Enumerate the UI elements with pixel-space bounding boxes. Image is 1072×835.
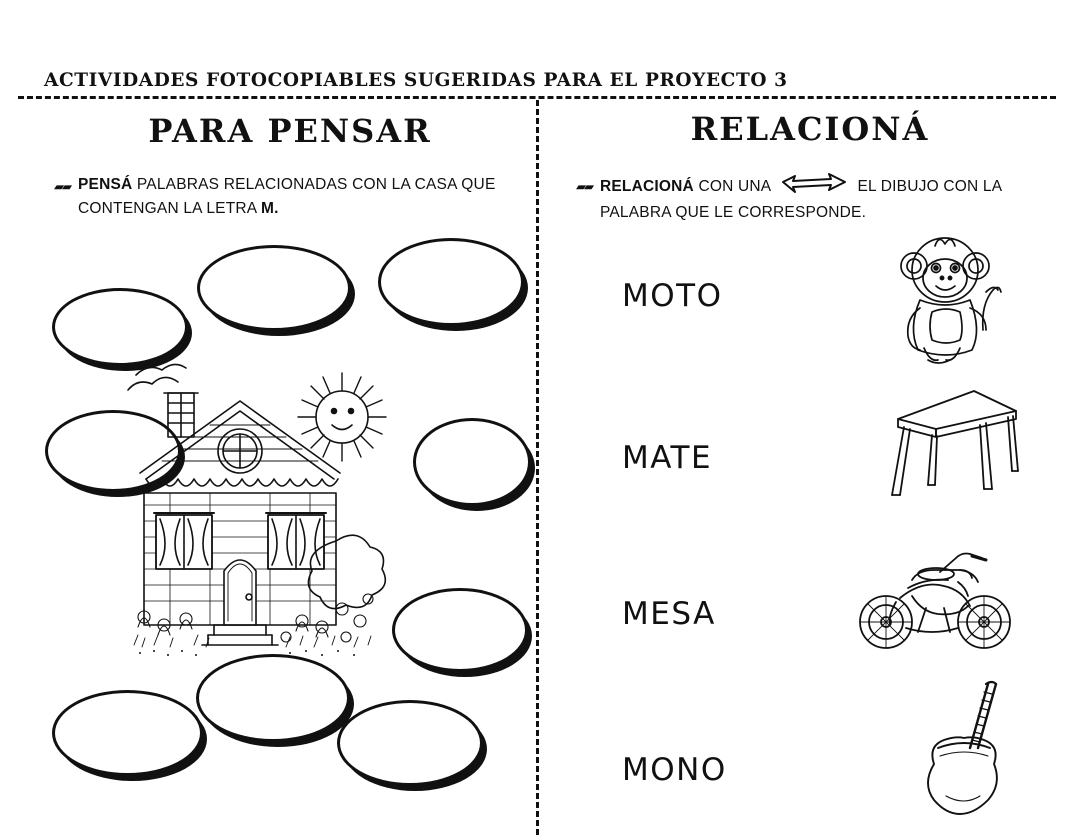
right-instruction-text: EL DIBUJO CON LA PALABRA QUE LE CORRESPONDE. <box>600 178 1002 222</box>
table-drawing <box>880 385 1020 510</box>
word-option[interactable]: MATE <box>622 440 713 476</box>
header-divider <box>18 96 1056 99</box>
left-instruction-letter: M. <box>260 200 279 218</box>
word-option[interactable]: MESA <box>622 596 716 632</box>
motorcycle-drawing <box>852 538 1022 663</box>
monkey-drawing <box>880 226 1010 371</box>
left-column-title: PARA PENSAR <box>148 112 432 150</box>
answer-bubble[interactable] <box>337 700 483 786</box>
bullet-icon-left: ▰▰ <box>54 180 70 193</box>
answer-bubble[interactable] <box>197 245 351 331</box>
word-option[interactable]: MOTO <box>622 278 723 314</box>
answer-bubble[interactable] <box>378 238 524 326</box>
right-instruction-verb: RELACIONÁ <box>600 178 694 196</box>
page-header-title: ACTIVIDADES FOTOCOPIABLES SUGERIDAS PARA EL PROYECTO 3 <box>44 70 788 91</box>
right-column-title: RELACIONÁ <box>690 110 930 148</box>
left-instruction <box>78 173 528 221</box>
answer-bubble[interactable] <box>413 418 531 506</box>
left-instruction-text: PALABRAS RELACIONADAS CON LA CASA QUE CONTENGAN LA LETRA <box>78 176 496 218</box>
right-instruction <box>600 173 1045 225</box>
double-arrow-icon <box>779 173 849 201</box>
column-divider <box>536 100 539 835</box>
bullet-icon-right: ▰▰ <box>576 180 592 193</box>
house-illustration <box>110 345 430 670</box>
left-instruction-verb: PENSÁ <box>78 176 133 193</box>
mate-gourd-drawing <box>908 678 1018 823</box>
word-option[interactable]: MONO <box>622 752 727 788</box>
right-instruction-mid: CON UNA <box>693 178 775 196</box>
answer-bubble[interactable] <box>52 690 203 776</box>
